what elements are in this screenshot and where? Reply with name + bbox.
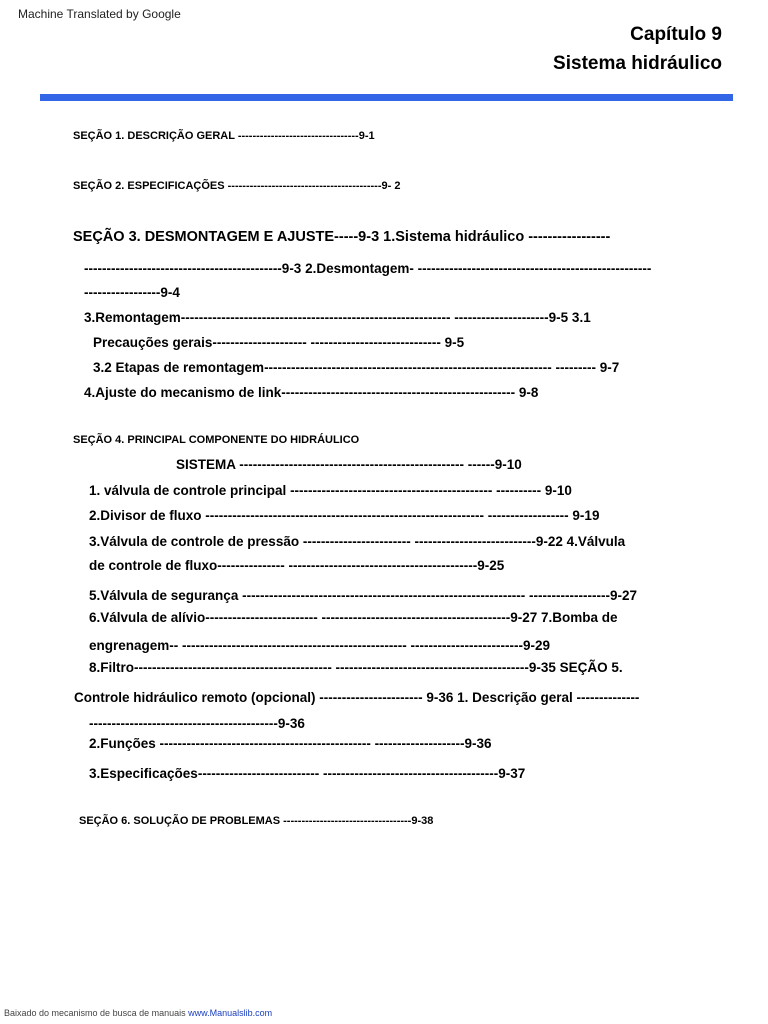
toc-line: Precauções gerais--------------------- ----------------------------- 9-5 bbox=[93, 335, 465, 350]
toc-line: 3.Especificações--------------------------- ---------------------------------------9-37 bbox=[89, 766, 526, 781]
toc-line: 2.Funções ----------------------------------------------- --------------------9-36 bbox=[89, 736, 492, 751]
toc-line: 2.Divisor de fluxo -------------------------------------------------------------- ------------------ 9-19 bbox=[89, 508, 600, 523]
toc-line: 1. válvula de controle principal --------------------------------------------- ---------- 9-10 bbox=[89, 483, 572, 498]
toc-line: SEÇÃO 2. ESPECIFICAÇÕES ------------------------------------------9- 2 bbox=[73, 180, 401, 192]
toc-line: 5.Válvula de segurança --------------------------------------------------------------- ------------------9-27 bbox=[89, 588, 637, 603]
machine-translated-label: Machine Translated by Google bbox=[18, 7, 181, 21]
toc-line: 3.2 Etapas de remontagem---------------------------------------------------------------- --------- 9-7 bbox=[93, 360, 620, 375]
toc-line: 6.Válvula de alívio------------------------- ------------------------------------------9-27 7.Bomba de bbox=[89, 610, 618, 625]
toc-line: de controle de fluxo--------------- ------------------------------------------9-25 bbox=[89, 558, 505, 573]
toc-line: 4.Ajuste do mecanismo de link---------------------------------------------------- 9-8 bbox=[84, 385, 539, 400]
toc-line: SEÇÃO 6. SOLUÇÃO DE PROBLEMAS -----------------------------------9-38 bbox=[79, 815, 434, 827]
footer-text: Baixado do mecanismo de busca de manuais bbox=[4, 1008, 189, 1018]
toc-line: SEÇÃO 3. DESMONTAGEM E AJUSTE-----9-3 1.Sistema hidráulico ----------------- bbox=[73, 229, 611, 245]
toc-line: SEÇÃO 4. PRINCIPAL COMPONENTE DO HIDRÁULICO bbox=[73, 434, 360, 446]
toc-line: engrenagem-- -------------------------------------------------- -------------------------9-29 bbox=[89, 638, 550, 653]
chapter-number: Capítulo 9 bbox=[630, 24, 722, 45]
toc-line: 3.Válvula de controle de pressão ------------------------ ---------------------------9-22 4.Válvula bbox=[89, 534, 626, 549]
toc-line: -----------------9-4 bbox=[84, 285, 180, 300]
footer bbox=[4, 1008, 272, 1018]
toc-line: --------------------------------------------9-3 2.Desmontagem- ---------------------------------------------------- bbox=[84, 261, 652, 276]
chapter-title: Sistema hidráulico bbox=[553, 53, 722, 74]
footer-link[interactable]: www.Manualslib.com bbox=[188, 1008, 273, 1018]
toc-line: 3.Remontagem------------------------------------------------------------ ---------------------9-5 3.1 bbox=[84, 310, 591, 325]
toc-line: 8.Filtro-------------------------------------------- -------------------------------------------9-35 SEÇÃO 5. bbox=[89, 660, 623, 675]
toc-line: ------------------------------------------9-36 bbox=[89, 716, 305, 731]
toc-line: Controle hidráulico remoto (opcional) ----------------------- 9-36 1. Descrição geral -------------- bbox=[74, 690, 640, 705]
toc-line: SEÇÃO 1. DESCRIÇÃO GERAL ---------------------------------9-1 bbox=[73, 130, 375, 142]
header-divider bbox=[40, 94, 733, 101]
toc-line: SISTEMA -------------------------------------------------- ------9-10 bbox=[176, 457, 522, 472]
